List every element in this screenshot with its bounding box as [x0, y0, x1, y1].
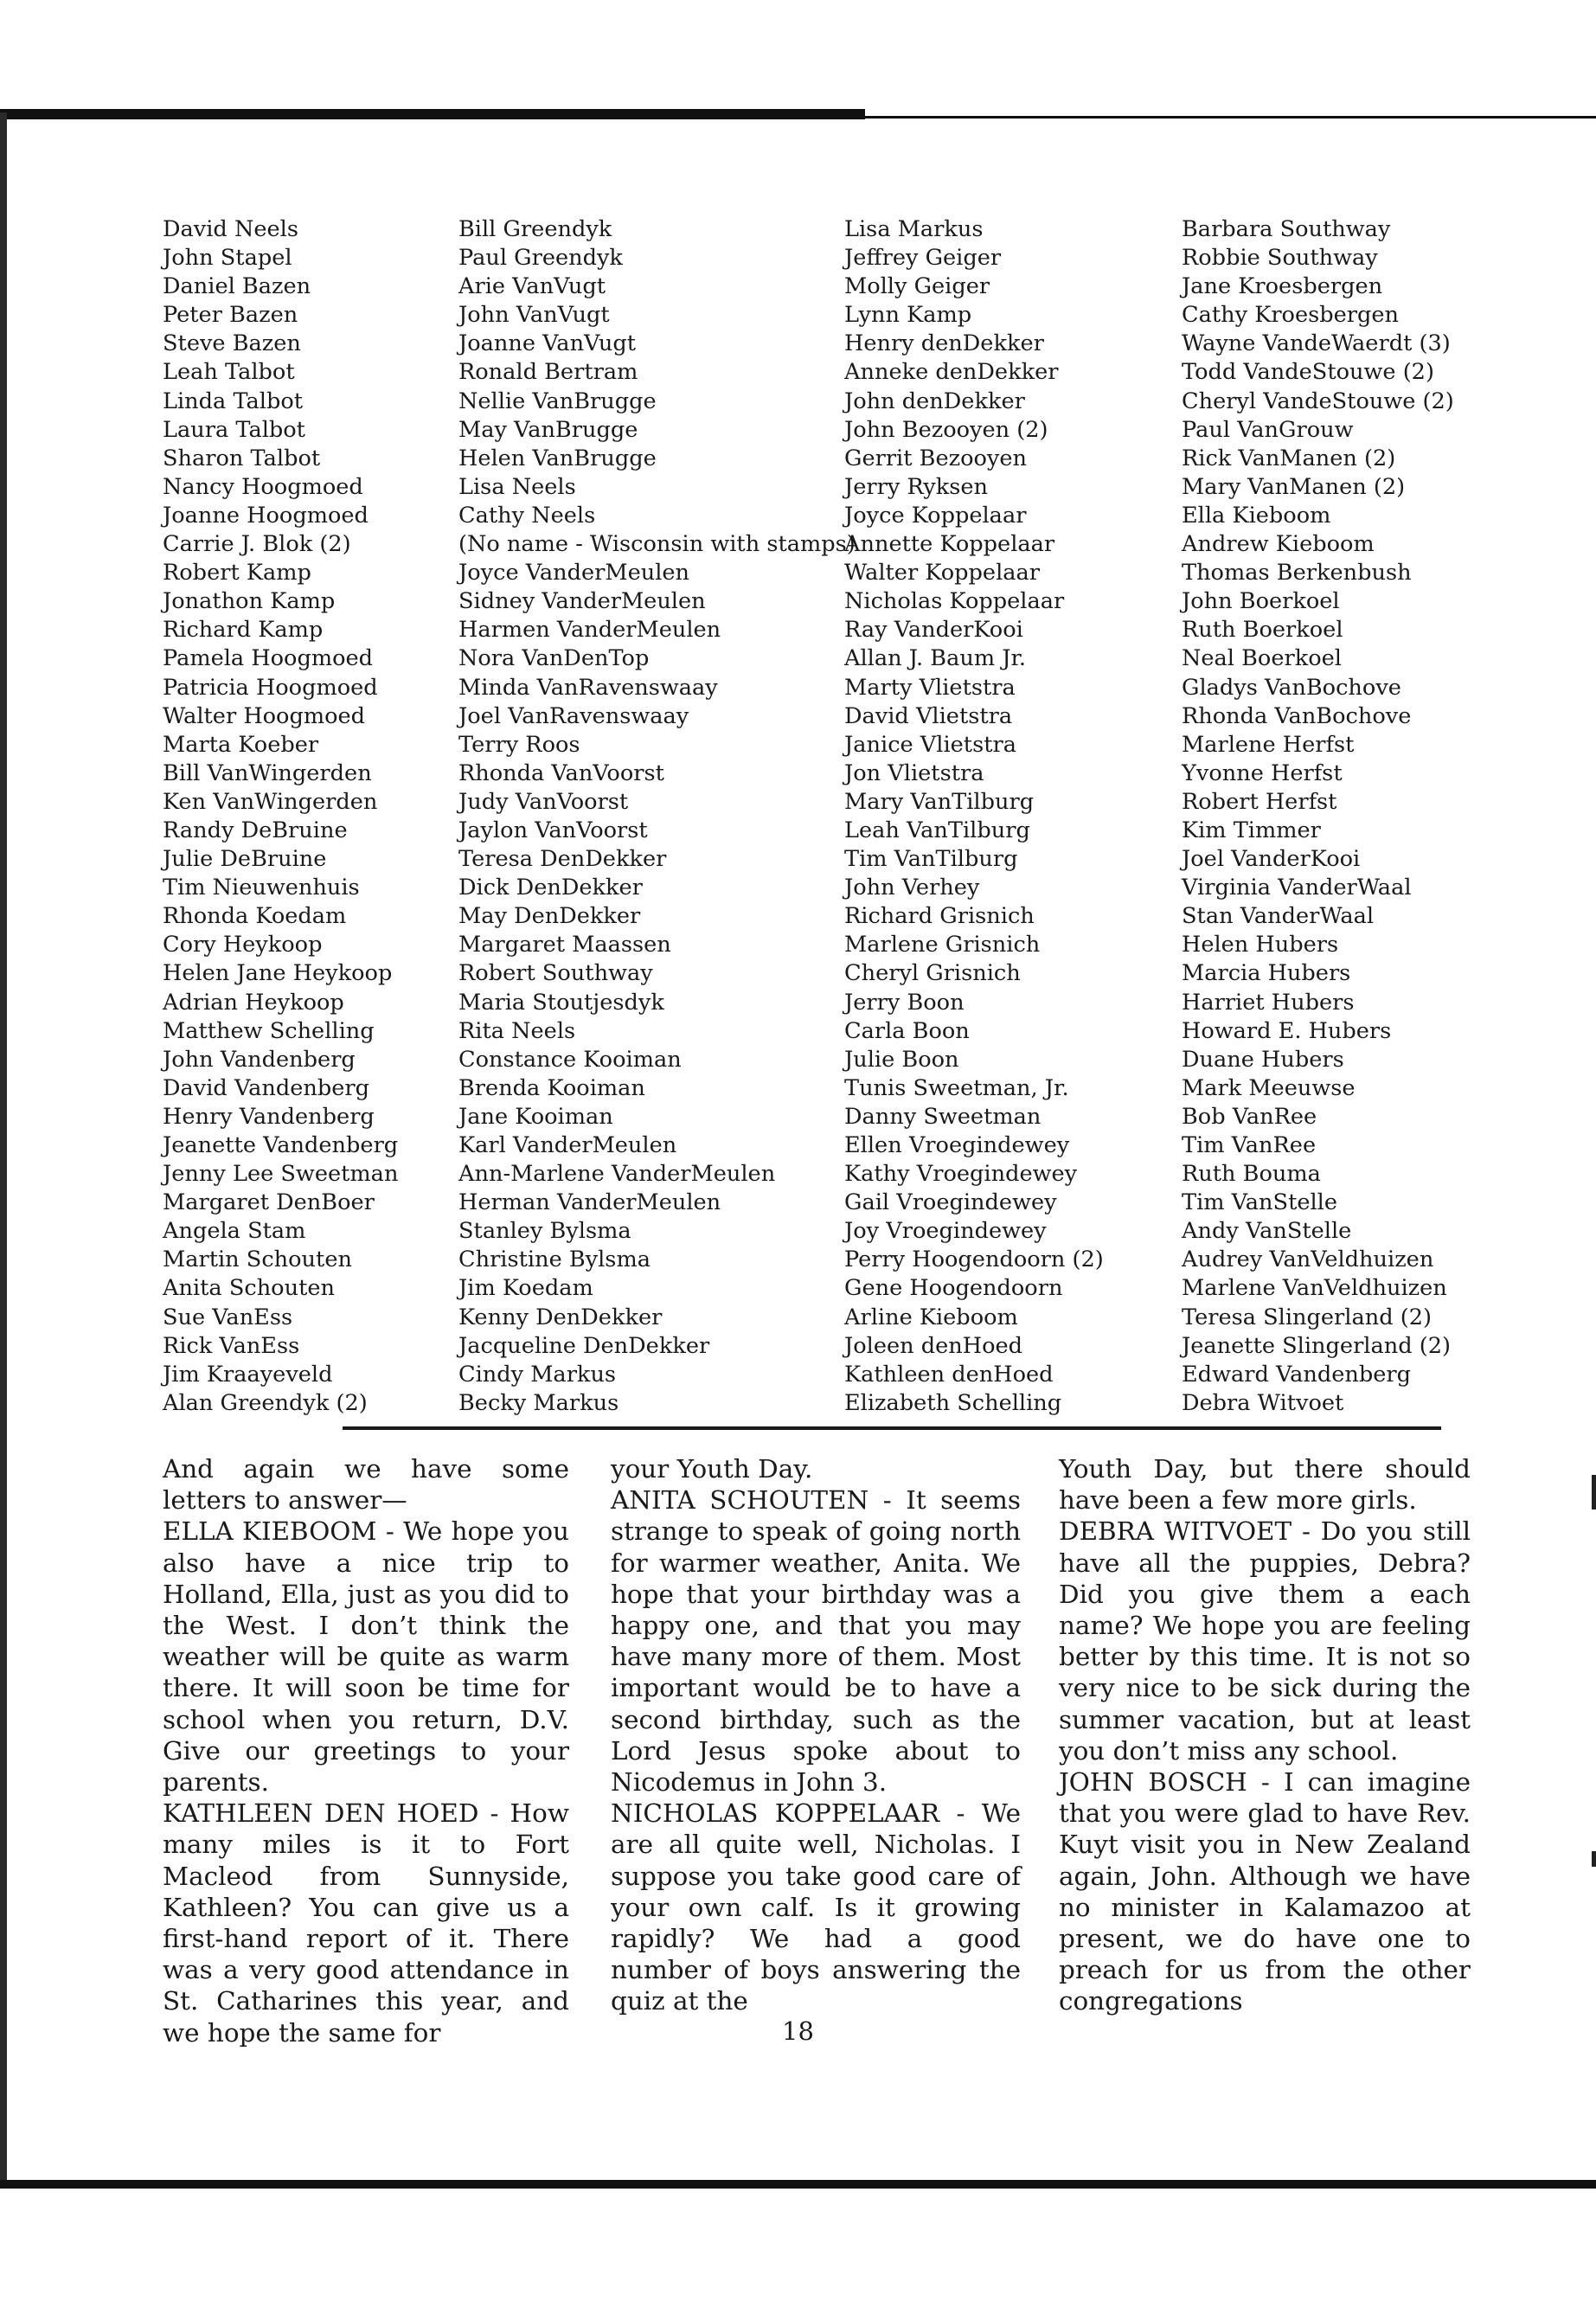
scan-right-mark: [1592, 1475, 1596, 1509]
name-entry: Edward Vandenberg: [1182, 1361, 1412, 1388]
name-entry: Ella Kieboom: [1182, 502, 1331, 529]
name-entry: Todd VandeStouwe (2): [1182, 359, 1434, 386]
name-entry: Joanne VanVugt: [458, 330, 637, 357]
name-entry: Nellie VanBrugge: [458, 388, 657, 414]
name-entry: Ruth Boerkoel: [1182, 617, 1343, 644]
name-entry: Marlene Grisnich: [844, 932, 1041, 958]
letter-paragraph: ELLA KIEBOOM - We hope you also have a nice trip to Holland, Ella, just as you did to the West. I don’t think the weather will be quite as warm there. It will soon be time for school when you return, D.V. Give our greetings to your parents.: [163, 1516, 569, 1798]
name-entry: Marlene VanVeldhuizen: [1182, 1275, 1447, 1302]
name-entry: Harriet Hubers: [1182, 989, 1355, 1016]
name-entry: Martin Schouten: [163, 1247, 352, 1273]
name-entry: Tim Nieuwenhuis: [163, 875, 360, 901]
name-entry: Tim VanStelle: [1182, 1189, 1338, 1216]
letters-column-1: [163, 1453, 569, 2048]
name-entry: Angela Stam: [163, 1218, 306, 1245]
name-entry: Andrew Kieboom: [1182, 531, 1375, 558]
name-entry: David Neels: [163, 216, 298, 242]
name-entry: Rita Neels: [458, 1017, 576, 1044]
name-entry: Wayne VandeWaerdt (3): [1182, 330, 1451, 357]
name-entry: Joel VanRavenswaay: [458, 702, 689, 729]
name-entry: John Bezooyen (2): [844, 416, 1048, 443]
name-entry: Jon Vlietstra: [844, 760, 984, 786]
letter-paragraph: your Youth Day.: [611, 1454, 813, 1484]
name-entry: Rhonda Koedam: [163, 903, 347, 930]
name-entry: Becky Markus: [458, 1389, 619, 1416]
name-entry: Rhonda VanVoorst: [458, 760, 664, 786]
name-entry: Anita Schouten: [163, 1275, 335, 1302]
name-entry: Helen Hubers: [1182, 932, 1339, 958]
name-entry: Cathy Neels: [458, 502, 596, 529]
name-entry: Jaylon VanVoorst: [458, 817, 648, 843]
name-entry: Tunis Sweetman, Jr.: [844, 1074, 1069, 1101]
name-entry: Ann-Marlene VanderMeulen: [458, 1161, 776, 1188]
letters-column-3: [1059, 1453, 1471, 2017]
scan-right-mark: [1592, 1851, 1596, 1867]
name-entry: Howard E. Hubers: [1182, 1017, 1392, 1044]
name-list-column-3: [844, 215, 1104, 1418]
section-divider: [343, 1426, 1441, 1430]
name-entry: Matthew Schelling: [163, 1017, 375, 1044]
name-entry: Sidney VanderMeulen: [458, 588, 706, 615]
name-entry: Nora VanDenTop: [458, 645, 650, 672]
name-entry: Gene Hoogendoorn: [844, 1275, 1063, 1302]
name-entry: Cheryl VandeStouwe (2): [1182, 388, 1454, 414]
name-entry: Bill VanWingerden: [163, 760, 372, 786]
name-entry: David Vlietstra: [844, 702, 1013, 729]
name-entry: Patricia Hoogmoed: [163, 674, 378, 701]
name-entry: Thomas Berkenbush: [1182, 560, 1412, 586]
name-entry: Adrian Heykoop: [163, 989, 344, 1016]
name-entry: Joyce Koppelaar: [844, 502, 1027, 529]
name-entry: Joleen denHoed: [844, 1332, 1023, 1359]
name-entry: Julie DeBruine: [163, 846, 327, 873]
name-entry: Lynn Kamp: [844, 302, 972, 329]
name-entry: Marta Koeber: [163, 731, 319, 758]
scan-top-edge-right: [865, 116, 1596, 119]
top-margin: [0, 0, 1596, 112]
name-entry: Jerry Ryksen: [844, 473, 989, 500]
name-list-column-2: [458, 215, 856, 1418]
name-entry: Virginia VanderWaal: [1182, 875, 1412, 901]
name-entry: Audrey VanVeldhuizen: [1182, 1247, 1434, 1273]
name-entry: John Verhey: [844, 875, 980, 901]
name-entry: Sharon Talbot: [163, 445, 321, 471]
name-entry: John Vandenberg: [163, 1046, 356, 1073]
name-entry: Jeanette Vandenberg: [163, 1132, 399, 1158]
letter-paragraph: NICHOLAS KOPPELAAR - We are all quite well, Nicholas. I suppose you take good care of your own calf. Is it growing rapidly? We had a good number of boys answering the quiz at the: [611, 1798, 1021, 2016]
name-entry: Julie Boon: [844, 1046, 959, 1073]
name-entry: Yvonne Herfst: [1182, 760, 1343, 786]
name-entry: Molly Geiger: [844, 273, 990, 300]
name-entry: Alan Greendyk (2): [163, 1389, 368, 1416]
name-entry: Henry denDekker: [844, 330, 1044, 357]
name-entry: Robert Southway: [458, 960, 653, 987]
name-entry: Maria Stoutjesdyk: [458, 989, 664, 1016]
letter-paragraph: And again we have some letters to answer—: [163, 1454, 569, 1516]
name-entry: Teresa DenDekker: [458, 846, 667, 873]
name-entry: Marlene Herfst: [1182, 731, 1355, 758]
name-entry: May DenDekker: [458, 903, 641, 930]
name-entry: Brenda Kooiman: [458, 1074, 645, 1101]
name-entry: Steve Bazen: [163, 330, 301, 357]
name-entry: Helen Jane Heykoop: [163, 960, 393, 987]
name-entry: Danny Sweetman: [844, 1103, 1042, 1130]
letter-paragraph: DEBRA WITVOET - Do you still have all the puppies, Debra? Did you give them a each name? We hope you are feeling better by this time. It is not so very nice to be sick during the summer vacation, but at least you don’t miss any school.: [1059, 1516, 1471, 1766]
name-entry: Anneke denDekker: [844, 359, 1059, 386]
name-entry: Janice Vlietstra: [844, 731, 1017, 758]
bottom-margin: [0, 2189, 1596, 2301]
name-entry: Stanley Bylsma: [458, 1218, 631, 1245]
name-entry: Joanne Hoogmoed: [163, 502, 369, 529]
name-entry: Stan VanderWaal: [1182, 903, 1375, 930]
name-entry: Lisa Neels: [458, 473, 576, 500]
name-entry: Mary VanManen (2): [1182, 473, 1406, 500]
name-entry: Jeffrey Geiger: [844, 245, 1002, 272]
name-entry: Cheryl Grisnich: [844, 960, 1021, 987]
name-entry: Jacqueline DenDekker: [458, 1332, 710, 1359]
name-entry: Lisa Markus: [844, 216, 984, 242]
name-entry: Arie VanVugt: [458, 273, 606, 300]
name-entry: Jim Kraayeveld: [163, 1361, 333, 1388]
name-entry: Gail Vroegindewey: [844, 1189, 1057, 1216]
name-entry: Jenny Lee Sweetman: [163, 1161, 399, 1188]
name-entry: May VanBrugge: [458, 416, 638, 443]
name-entry: Robert Kamp: [163, 560, 311, 586]
name-entry: David Vandenberg: [163, 1074, 369, 1101]
scan-bottom-edge: [0, 2180, 1596, 2189]
name-entry: John denDekker: [844, 388, 1025, 414]
name-entry: Carrie J. Blok (2): [163, 531, 351, 558]
name-entry: Henry Vandenberg: [163, 1103, 375, 1130]
name-entry: Arline Kieboom: [844, 1304, 1018, 1330]
name-entry: Elizabeth Schelling: [844, 1389, 1062, 1416]
name-list-column-1: [163, 215, 398, 1418]
name-entry: Cory Heykoop: [163, 932, 323, 958]
name-entry: Kathy Vroegindewey: [844, 1161, 1078, 1188]
name-entry: Rick VanEss: [163, 1332, 300, 1359]
page-number: 18: [782, 2016, 814, 2046]
name-entry: Paul Greendyk: [458, 245, 623, 272]
name-entry: Allan J. Baum Jr.: [844, 645, 1027, 672]
name-entry: Bill Greendyk: [458, 216, 612, 242]
name-entry: John Stapel: [163, 245, 292, 272]
name-entry: Robert Herfst: [1182, 788, 1337, 815]
name-entry: Gerrit Bezooyen: [844, 445, 1028, 471]
name-entry: Christine Bylsma: [458, 1247, 651, 1273]
name-entry: Ellen Vroegindewey: [844, 1132, 1070, 1158]
name-entry: Barbara Southway: [1182, 216, 1391, 242]
name-entry: Robbie Southway: [1182, 245, 1378, 272]
name-entry: Walter Hoogmoed: [163, 702, 366, 729]
name-entry: Ray VanderKooi: [844, 617, 1023, 644]
name-entry: Leah Talbot: [163, 359, 295, 386]
name-entry: Andy VanStelle: [1182, 1218, 1352, 1245]
name-entry: Kenny DenDekker: [458, 1304, 663, 1330]
name-entry: John Boerkoel: [1182, 588, 1340, 615]
name-entry: Carla Boon: [844, 1017, 970, 1044]
name-entry: Leah VanTilburg: [844, 817, 1030, 843]
name-entry: Jerry Boon: [844, 989, 965, 1016]
name-entry: Jane Kroesbergen: [1182, 273, 1383, 300]
name-entry: Margaret Maassen: [458, 932, 671, 958]
name-entry: Jim Koedam: [458, 1275, 593, 1302]
name-entry: Ken VanWingerden: [163, 788, 378, 815]
name-entry: Tim VanTilburg: [844, 846, 1018, 873]
name-entry: Dick DenDekker: [458, 875, 643, 901]
name-entry: Minda VanRavenswaay: [458, 674, 718, 701]
name-entry: Kim Timmer: [1182, 817, 1321, 843]
name-entry: Helen VanBrugge: [458, 445, 657, 471]
name-entry: Herman VanderMeulen: [458, 1189, 721, 1216]
name-entry: Cindy Markus: [458, 1361, 617, 1388]
name-entry: Karl VanderMeulen: [458, 1132, 677, 1158]
name-entry: Jeanette Slingerland (2): [1182, 1332, 1451, 1359]
name-entry: John VanVugt: [458, 302, 610, 329]
name-entry: Joyce VanderMeulen: [458, 560, 690, 586]
name-entry: Joy Vroegindewey: [844, 1218, 1047, 1245]
name-entry: Annette Koppelaar: [844, 531, 1055, 558]
name-entry: Laura Talbot: [163, 416, 305, 443]
name-entry: Margaret DenBoer: [163, 1189, 375, 1216]
name-entry: Richard Kamp: [163, 617, 324, 644]
name-entry: Mary VanTilburg: [844, 788, 1035, 815]
name-entry: Bob VanRee: [1182, 1103, 1317, 1130]
name-entry: Paul VanGrouw: [1182, 416, 1354, 443]
name-entry: Randy DeBruine: [163, 817, 348, 843]
letter-paragraph: ANITA SCHOUTEN - It seems strange to speak of going north for warmer weather, Anita. We hope that your birthday was a happy one, and that you may have many more of them. Most important would be to have a second birthday, such as the Lord Jesus spoke about to Nicodemus in John 3.: [611, 1485, 1021, 1798]
name-entry: Harmen VanderMeulen: [458, 617, 721, 644]
name-entry: (No name - Wisconsin with stamps): [458, 531, 856, 558]
name-entry: Debra Witvoet: [1182, 1389, 1344, 1416]
name-entry: Joel VanderKooi: [1182, 846, 1361, 873]
name-entry: Duane Hubers: [1182, 1046, 1344, 1073]
scan-left-edge: [0, 112, 7, 2189]
name-entry: Ronald Bertram: [458, 359, 638, 386]
letters-column-2: [611, 1453, 1021, 2017]
letter-paragraph: Youth Day, but there should have been a few more girls.: [1059, 1454, 1471, 1516]
name-entry: Richard Grisnich: [844, 903, 1035, 930]
name-entry: Marty Vlietstra: [844, 674, 1016, 701]
name-entry: Tim VanRee: [1182, 1132, 1317, 1158]
name-entry: Sue VanEss: [163, 1304, 293, 1330]
name-entry: Teresa Slingerland (2): [1182, 1304, 1432, 1330]
name-entry: Pamela Hoogmoed: [163, 645, 374, 672]
name-entry: Gladys VanBochove: [1182, 674, 1401, 701]
name-entry: Linda Talbot: [163, 388, 304, 414]
name-entry: Jane Kooiman: [458, 1103, 613, 1130]
name-entry: Marcia Hubers: [1182, 960, 1351, 987]
letter-paragraph: JOHN BOSCH - I can imagine that you were glad to have Rev. Kuyt visit you in New Zealand again, John. Although we have no minister in Kalamazoo at present, we do have one to preach for us from the other congregations: [1059, 1767, 1471, 2016]
name-entry: Cathy Kroesbergen: [1182, 302, 1400, 329]
name-entry: Nicholas Koppelaar: [844, 588, 1065, 615]
name-entry: Peter Bazen: [163, 302, 298, 329]
name-entry: Daniel Bazen: [163, 273, 311, 300]
name-entry: Constance Kooiman: [458, 1046, 682, 1073]
name-entry: Judy VanVoorst: [458, 788, 629, 815]
name-entry: Neal Boerkoel: [1182, 645, 1342, 672]
name-entry: Walter Koppelaar: [844, 560, 1041, 586]
name-entry: Jonathon Kamp: [163, 588, 336, 615]
name-entry: Perry Hoogendoorn (2): [844, 1247, 1104, 1273]
name-entry: Mark Meeuwse: [1182, 1074, 1356, 1101]
name-entry: Rick VanManen (2): [1182, 445, 1396, 471]
name-entry: Kathleen denHoed: [844, 1361, 1054, 1388]
letter-paragraph: KATHLEEN DEN HOED - How many miles is it to Fort Macleod from Sunnyside, Kathleen? You can give us a first-hand report of it. There was a very good attendance in St. Catharines this year, and we hope the same for: [163, 1798, 569, 2048]
name-entry: Nancy Hoogmoed: [163, 473, 363, 500]
name-list-column-4: [1182, 215, 1454, 1418]
name-entry: Rhonda VanBochove: [1182, 702, 1412, 729]
name-entry: Ruth Bouma: [1182, 1161, 1321, 1188]
scan-top-edge: [0, 109, 865, 119]
name-entry: Terry Roos: [458, 731, 580, 758]
